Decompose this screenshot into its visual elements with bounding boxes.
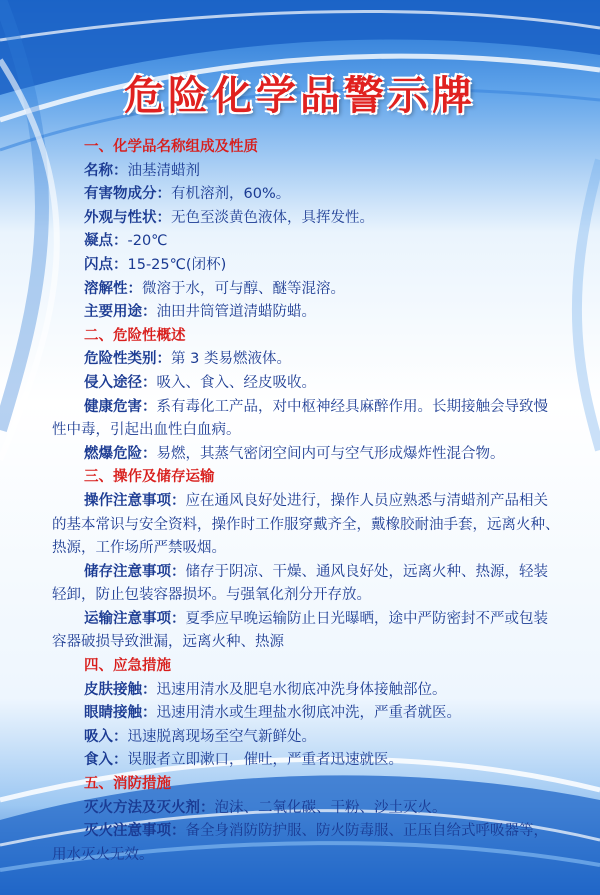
row-route: [52, 372, 562, 396]
section-heading-handling: 三、操作及储存运输: [84, 469, 215, 486]
label-name: 名称：: [84, 162, 128, 179]
label-freezing: 凝点：: [84, 233, 128, 250]
row-health: [52, 396, 562, 443]
label-appearance: 外观与性状：: [84, 209, 171, 226]
value-solubility: 微溶于水，可与醇、醚等混溶。: [142, 280, 345, 297]
value-inhalation: 迅速脱离现场至空气新鲜处。: [127, 728, 316, 745]
row-use: [52, 301, 562, 325]
row-eye: [52, 702, 562, 726]
row-appearance: [52, 207, 562, 231]
section-heading-hazard: 二、危险性概述: [84, 327, 186, 344]
section-heading-firefighting: 五、消防措施: [84, 776, 171, 793]
row-transport: [52, 608, 562, 655]
value-flash: 15-25℃(闭杯): [127, 256, 227, 273]
row-storage: [52, 561, 562, 608]
value-operation: 应在通风良好处进行，操作人员应熟悉与清蜡剂产品相关的基本常识与安全资料，操作时工作服穿戴齐全，戴橡胶耐油手套，远离火种、热源，工作场所严禁吸烟。: [52, 492, 560, 557]
value-route: 吸入、食入、经皮吸收。: [156, 374, 316, 391]
label-health: 健康危害：: [84, 398, 157, 415]
label-eye: 眼睛接触：: [84, 705, 157, 722]
row-flash: [52, 254, 562, 278]
value-use: 油田井筒管道清蜡防蜡。: [156, 304, 316, 321]
value-harmful: 有机溶剂，60%。: [171, 186, 291, 203]
value-fire: 易燃，其蒸气密闭空间内可与空气形成爆炸性混合物。: [156, 445, 505, 462]
label-route: 侵入途径：: [84, 374, 157, 391]
value-extinguish: 泡沫、二氧化碳、干粉、沙土灭火。: [214, 799, 447, 816]
section-heading-properties: 一、化学品名称组成及性质: [84, 139, 258, 155]
row-skin: [52, 679, 562, 703]
row-inhalation: [52, 726, 562, 750]
label-extinguish: 灭火方法及灭火剂：: [84, 799, 215, 816]
value-transport: 夏季应早晚运输防止日光曝晒，途中严防密封不严或包装容器破损导致泄漏，远离火种、热源: [52, 610, 548, 651]
row-harmful: [52, 183, 562, 207]
row-ingestion: [52, 749, 562, 773]
value-storage: 储存于阴凉、干燥、通风良好处，远离火种、热源，轻装轻卸，防止包装容器损坏。与强氧化剂分开存放。: [52, 563, 548, 604]
value-fire-notes: 备全身消防防护服、防火防毒服、正压自给式呼吸器等，用水灭火无效。: [52, 823, 548, 863]
value-health: 系有毒化工产品，对中枢神经具麻醉作用。长期接触会导致慢性中毒，引起出血性白血病。: [52, 398, 548, 439]
row-fire: [52, 443, 562, 467]
value-ingestion: 误服者立即漱口，催吐，严重者迅速就医。: [127, 752, 403, 769]
value-eye: 迅速用清水或生理盐水彻底冲洗，严重者就医。: [156, 705, 461, 722]
value-name: 油基清蜡剂: [127, 162, 200, 179]
value-category: 第 3 类易燃液体。: [171, 351, 291, 368]
label-use: 主要用途：: [84, 304, 157, 321]
label-skin: 皮肤接触：: [84, 681, 157, 698]
row-freezing: [52, 230, 562, 254]
label-solubility: 溶解性：: [84, 280, 142, 297]
label-inhalation: 吸入：: [84, 728, 128, 745]
label-transport: 运输注意事项：: [84, 610, 186, 627]
row-operation: [52, 490, 562, 561]
sign-body: [52, 136, 562, 867]
row-name: [52, 160, 562, 184]
value-appearance: 无色至淡黄色液体，具挥发性。: [171, 209, 374, 226]
value-skin: 迅速用清水及肥皂水彻底冲洗身体接触部位。: [156, 681, 447, 698]
row-solubility: [52, 278, 562, 302]
label-fire: 燃爆危险：: [84, 445, 157, 462]
label-flash: 闪点：: [84, 256, 128, 273]
label-category: 危险性类别：: [84, 351, 171, 368]
row-extinguish: [52, 797, 562, 821]
section-heading-emergency: 四、应急措施: [84, 658, 171, 675]
value-freezing: -20℃: [127, 233, 168, 250]
row-fire-notes: [52, 820, 562, 867]
label-harmful: 有害物成分：: [84, 186, 171, 203]
sign-title: 危险化学品警示牌: [124, 73, 476, 119]
label-operation: 操作注意事项：: [84, 492, 186, 509]
row-category: [52, 348, 562, 372]
label-ingestion: 食入：: [84, 752, 128, 769]
label-storage: 储存注意事项：: [84, 563, 186, 580]
label-fire-notes: 灭火注意事项：: [84, 823, 186, 840]
